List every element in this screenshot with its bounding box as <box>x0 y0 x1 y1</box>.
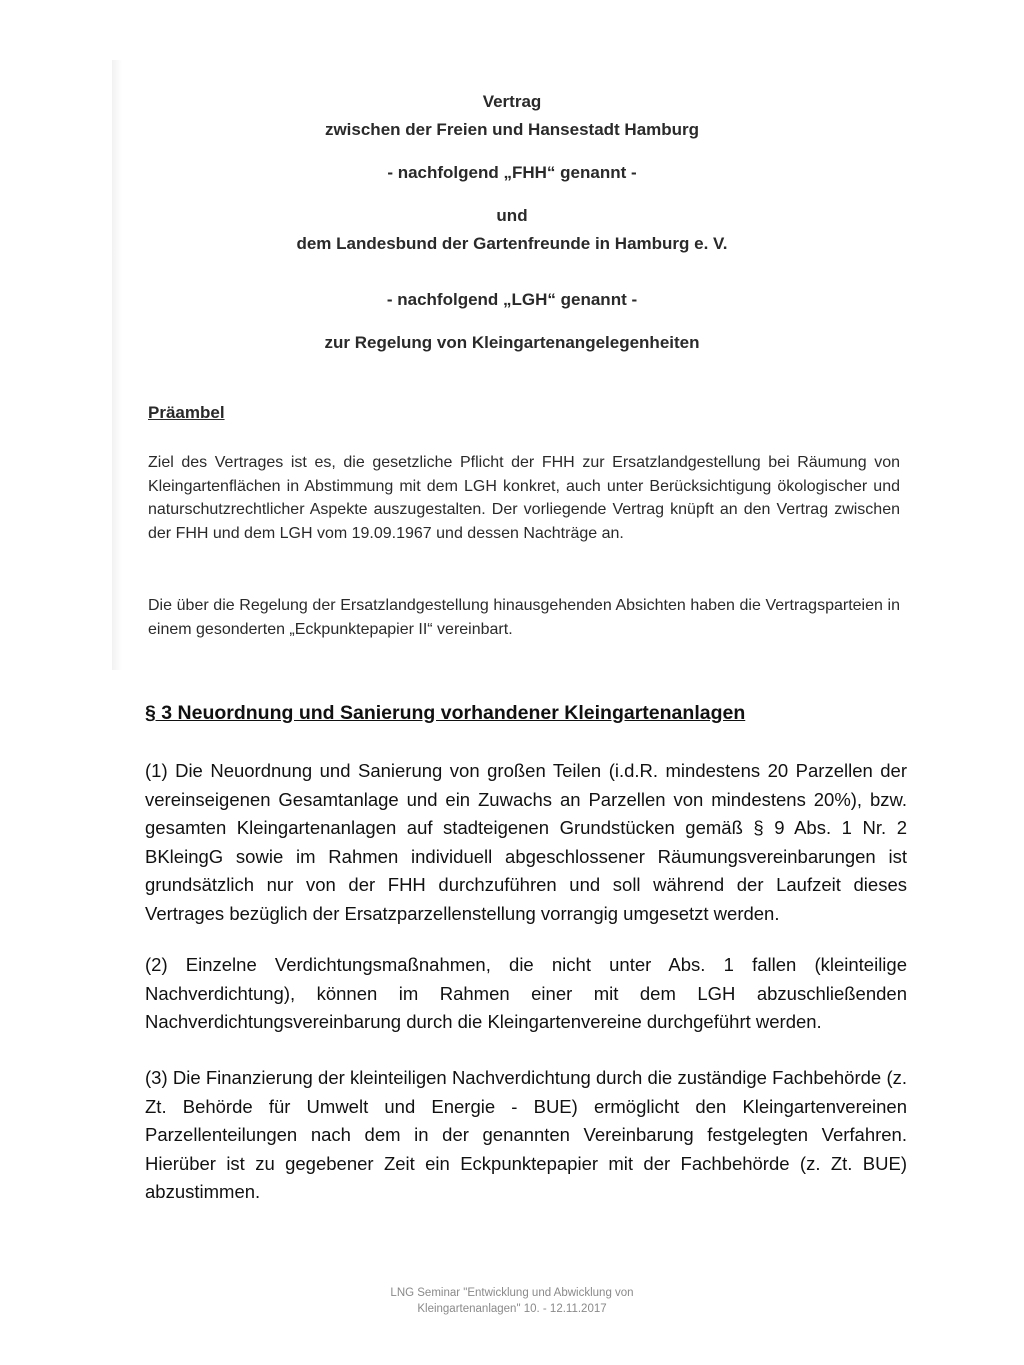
footer-line-2: Kleingartenanlagen" 10. - 12.11.2017 <box>417 1303 607 1315</box>
section-paragraph-3: (3) Die Finanzierung der kleinteiligen Nachverdichtung durch die zuständige Fachbehörde (z. Zt. Behörde für Umwelt und Energie - BUE) ermöglicht den Kleingartenvereinen Parzellenteilungen nach dem in der genannten Vereinbarung festgelegten Verfahren. Hierüber ist zu gegebener Zeit ein Eckpunktepapier mit der Fachbehörde (z. Zt. BUE) abzustimmen. <box>145 1067 907 1202</box>
preamble-paragraph-1: Ziel des Vertrages ist es, die gesetzliche Pflicht der FHH zur Ersatzlandgestellung bei Räumung von Kleingartenflächen in Abstimmung mit dem LGH konkret, auch unter Berücksichtigung ökologischer und naturschutzrechtlicher Aspekte auszugestalten. Der vorliegende Vertrag knüpft an den Vertrag zwischen der FHH und dem LGH vom 19.09.1967 und dessen Nachträge an. <box>148 454 900 542</box>
party-line-1: zwischen der Freien und Hansestadt Hamburg <box>324 120 700 139</box>
party-line-2: dem Landesbund der Gartenfreunde in Hamburg e. V. <box>296 234 728 253</box>
conjunction: und <box>496 206 528 225</box>
preamble-heading: Präambel <box>148 403 225 422</box>
section-paragraph-1: (1) Die Neuordnung und Sanierung von großen Teilen (i.d.R. mindestens 20 Parzellen der vereinseigenen Gesamtanlage und ein Zuwachs an Parzellen von mindestens 20%), bzw. gesamten Kleingartenanlagen auf stadteigenen Grundstücken gemäß § 9 Abs. 1 Nr. 2 BKleingG sowie im Rahmen individuell abgeschlossener Räumungsvereinbarungen ist grundsätzlich nur von der FHH durchzuführen und soll während der Laufzeit dieses Vertrages bezüglich der Ersatzparzellenstellung vorrangig umgesetzt werden. <box>145 760 907 924</box>
footer-line-1: LNG Seminar "Entwicklung und Abwicklung von <box>390 1287 634 1299</box>
contract-title: Vertrag <box>482 92 542 111</box>
preamble-paragraph-2: Die über die Regelung der Ersatzlandgestellung hinausgehenden Absichten haben die Vertragsparteien in einem gesonderten „Eckpunktepapier II“ vereinbart. <box>148 597 900 638</box>
section-title: § 3 Neuordnung und Sanierung vorhandener Kleingartenanlagen <box>145 702 746 724</box>
party-2-alias: - nachfolgend „LGH“ genannt - <box>386 290 638 309</box>
scan-edge-shadow <box>112 60 122 670</box>
contract-subject: zur Regelung von Kleingartenangelegenheiten <box>324 333 700 352</box>
party-1-alias: - nachfolgend „FHH“ genannt - <box>387 163 637 182</box>
footer <box>0 1285 1024 1317</box>
section-paragraph-2: (2) Einzelne Verdichtungsmaßnahmen, die nicht unter Abs. 1 fallen (kleinteilige Nachverdichtung), können im Rahmen einer mit dem LGH abzuschließenden Nachverdichtungsvereinbarung durch die Kleingartenvereine durchgeführt werden. <box>145 954 907 1032</box>
